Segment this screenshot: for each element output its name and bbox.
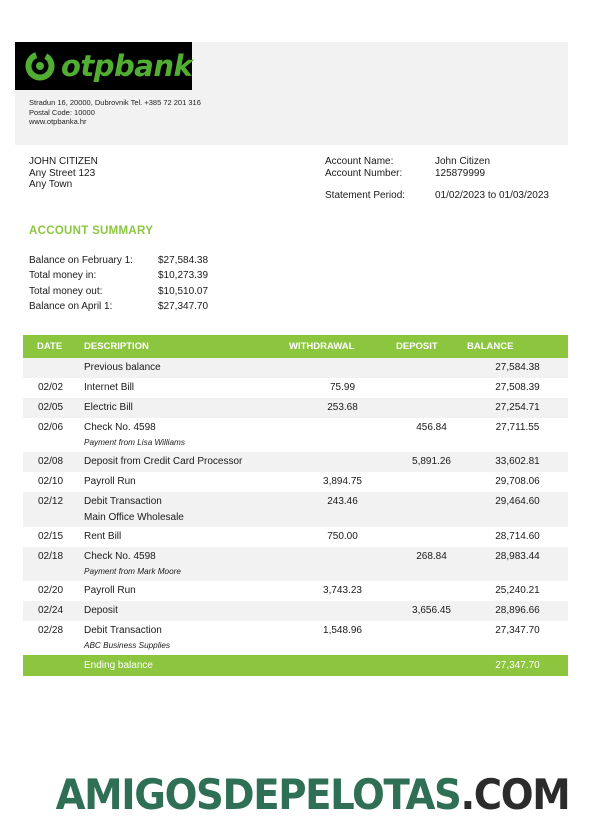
row-deposit	[396, 358, 467, 378]
watermark-suffix: .COM	[460, 770, 569, 819]
row-balance: 33,602.81	[467, 452, 568, 472]
row-description: Electric Bill	[84, 398, 289, 418]
row-description: Payroll Run	[84, 585, 136, 596]
statement-period-label: Statement Period:	[325, 190, 406, 201]
account-summary	[29, 253, 208, 314]
row-withdrawal: 750.00	[327, 531, 358, 542]
summary-value: $10,510.07	[158, 285, 209, 297]
customer-address	[29, 156, 98, 191]
customer-address-line: Any Street 123	[29, 167, 96, 179]
row-balance: 27,508.39	[495, 382, 540, 393]
row-description: Check No. 4598 Payment from Lisa Williams	[84, 418, 289, 452]
table-row	[23, 581, 568, 601]
row-withdrawal	[289, 547, 396, 581]
row-balance: 25,240.21	[495, 585, 540, 596]
account-info	[325, 156, 549, 202]
watermark	[55, 770, 569, 819]
row-withdrawal: 253.68	[289, 398, 396, 418]
customer-name: JOHN CITIZEN	[29, 156, 98, 167]
table-body	[23, 358, 568, 655]
ending-balance-value: 27,347.70	[467, 655, 568, 676]
watermark-text: AMIGOSDEPELOTAS	[55, 770, 461, 819]
summary-label: Total money out:	[29, 285, 103, 297]
account-name-label: Account Name:	[325, 156, 394, 167]
row-description: Debit Transaction Main Office Wholesale	[84, 492, 289, 527]
row-date: 02/20	[38, 585, 64, 596]
table-row	[23, 378, 568, 398]
account-number-value: 125879999	[435, 167, 486, 179]
row-deposit: 3,656.45	[396, 601, 467, 621]
row-balance: 28,714.60	[495, 531, 540, 542]
row-sub-description: ABC Business Supplies	[84, 641, 171, 650]
row-date: 02/05	[23, 398, 84, 418]
otp-logo-icon	[25, 51, 55, 81]
row-balance: 27,584.38	[467, 358, 568, 378]
row-sub-description: Payment from Lisa Williams	[84, 438, 185, 447]
row-deposit	[396, 472, 467, 492]
bank-logo	[15, 42, 192, 90]
row-deposit: 456.84	[416, 422, 447, 433]
row-withdrawal	[289, 418, 396, 452]
ending-balance-label: Ending balance	[84, 655, 289, 676]
row-description: Debit Transaction ABC Business Supplies	[84, 621, 289, 655]
table-row	[23, 358, 568, 378]
row-deposit	[396, 492, 467, 527]
table-row	[23, 601, 568, 621]
row-deposit	[396, 621, 467, 655]
summary-title: ACCOUNT SUMMARY	[29, 225, 154, 237]
row-date: 02/02	[38, 382, 64, 393]
row-description: Previous balance	[84, 358, 289, 378]
table-row	[23, 547, 568, 581]
row-deposit	[396, 398, 467, 418]
row-balance: 28,983.44	[467, 547, 568, 581]
table-row	[23, 492, 568, 527]
row-withdrawal: 3,894.75	[323, 476, 362, 487]
table-header-row	[23, 335, 568, 358]
summary-label: Total money in:	[29, 270, 97, 282]
statement-period-value: 01/02/2023 to 01/03/2023	[435, 190, 549, 201]
row-deposit	[396, 581, 467, 601]
row-withdrawal	[289, 452, 396, 472]
row-date: 02/18	[23, 547, 84, 581]
table-row	[23, 472, 568, 492]
account-name-value: John Citizen	[435, 156, 491, 167]
row-description: Rent Bill	[84, 531, 122, 542]
row-withdrawal: 243.46	[289, 492, 396, 527]
transactions-table	[23, 335, 568, 676]
ending-balance-row	[23, 655, 568, 676]
bank-address-line: Stradun 16, 20000, Dubrovnik Tel. +385 72 201 316	[29, 98, 201, 107]
row-deposit: 268.84	[396, 547, 467, 581]
row-withdrawal: 1,548.96	[323, 625, 362, 636]
header-balance: BALANCE	[467, 335, 568, 358]
row-deposit	[396, 378, 467, 398]
bank-address	[29, 98, 201, 127]
customer-address-line: Any Town	[29, 179, 73, 190]
header-date: DATE	[23, 335, 84, 358]
row-description: Internet Bill	[84, 382, 135, 393]
row-withdrawal: 75.99	[329, 382, 356, 393]
summary-value: $10,273.39	[158, 270, 209, 282]
row-date: 02/12	[23, 492, 84, 527]
table-row	[23, 621, 568, 655]
table-row	[23, 527, 568, 547]
bank-address-line: Postal Code: 10000	[29, 107, 95, 117]
header-withdrawal: WITHDRAWAL	[289, 335, 396, 358]
row-description: Deposit from Credit Card Processor	[84, 452, 289, 472]
row-balance: 27,347.70	[495, 625, 540, 636]
summary-label: Balance on February 1:	[29, 255, 133, 267]
row-date	[23, 358, 84, 378]
header-deposit: DEPOSIT	[396, 335, 467, 358]
table-row	[23, 398, 568, 418]
summary-value: $27,584.38	[158, 255, 209, 267]
row-deposit	[396, 527, 467, 547]
table-row	[23, 418, 568, 452]
summary-label: Balance on April 1:	[29, 301, 113, 313]
row-description: Check No. 4598 Payment from Mark Moore	[84, 547, 289, 581]
row-date: 02/15	[38, 531, 64, 542]
row-deposit: 5,891.26	[396, 452, 467, 472]
row-date: 02/08	[23, 452, 84, 472]
row-date: 02/06	[38, 422, 64, 433]
row-balance: 29,708.06	[495, 476, 540, 487]
row-withdrawal	[289, 601, 396, 621]
logo-text: otpbank	[61, 48, 193, 83]
row-withdrawal	[289, 358, 396, 378]
bank-website: www.otpbanka.hr	[29, 117, 87, 126]
row-sub-description: Main Office Wholesale	[84, 512, 184, 523]
row-description: Deposit	[84, 601, 289, 621]
table-row	[23, 452, 568, 472]
row-date: 02/28	[38, 625, 64, 636]
row-date: 02/24	[23, 601, 84, 621]
row-description: Payroll Run	[84, 476, 136, 487]
account-number-label: Account Number:	[325, 167, 403, 179]
header-description: DESCRIPTION	[84, 335, 289, 358]
row-date: 02/10	[38, 476, 64, 487]
row-withdrawal: 3,743.23	[323, 585, 362, 596]
row-balance: 29,464.60	[467, 492, 568, 527]
row-balance: 28,896.66	[467, 601, 568, 621]
row-balance: 27,254.71	[467, 398, 568, 418]
row-sub-description: Payment from Mark Moore	[84, 567, 181, 576]
row-balance: 27,711.55	[495, 422, 540, 433]
summary-value: $27,347.70	[158, 301, 209, 313]
